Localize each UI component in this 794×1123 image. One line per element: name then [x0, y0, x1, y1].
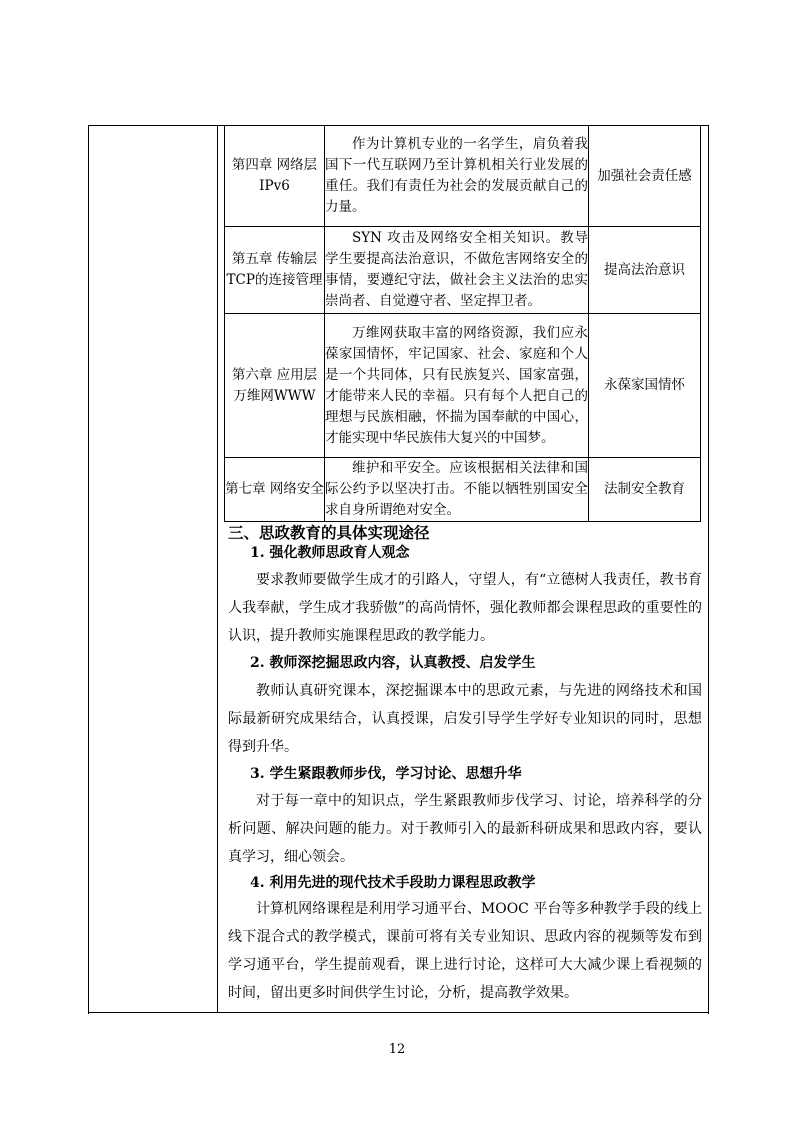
outer-table-bottom-border	[88, 1012, 709, 1013]
table-row	[225, 227, 701, 314]
table-row	[225, 126, 701, 227]
subsection-heading: 4. 利用先进的现代技术手段助力课程思政教学	[250, 875, 536, 891]
content-cell: 万维网获取丰富的网络资源，我们应永葆家国情怀，牢记国家、社会、家庭和个人是一个共同体，只有民族复兴、国家富强，才能带来人民的幸福。只有每个人把自己的理想与民族相融，怀揣为国奉献的中国心，才能实现中华民族伟大复兴的中国梦。	[325, 314, 589, 458]
chapter-cell: 第七章 网络安全	[225, 458, 325, 522]
ideology-mapping-table	[224, 125, 701, 522]
table-row	[225, 458, 701, 522]
subsection-heading: 1. 强化教师思政育人观念	[250, 545, 410, 561]
subsection-paragraph: 要求教师要做学生成才的引路人，守望人，有“立德树人我责任，教书育人我奉献，学生成才我骄傲”的高尚情怀，强化教师都会课程思政的重要性的认识，提升教师实施课程思政的教学能力。	[228, 572, 702, 644]
table-row	[225, 314, 701, 458]
subsection-heading: 3. 学生紧跟教师步伐，学习讨论、思想升华	[250, 766, 522, 782]
chapter-cell: 第六章 应用层 万维网WWW	[225, 314, 325, 458]
chapter-cell: 第五章 传输层 TCP的连接管理	[225, 227, 325, 314]
content-cell: SYN 攻击及网络安全相关知识。教导学生要提高法治意识，不做危害网络安全的事情，要遵纪守法，做社会主义法治的忠实崇尚者、自觉遵守者、坚定捍卫者。	[325, 227, 589, 314]
content-cell: 作为计算机专业的一名学生，肩负着我国下一代互联网乃至计算机相关行业发展的重任。我们有责任为社会的发展贡献自己的力量。	[325, 126, 589, 227]
subsection-paragraph: 对于每一章中的知识点，学生紧跟教师步伐学习、讨论，培养科学的分析问题、解决问题的能力。对于教师引入的最新科研成果和思政内容，要认真学习，细心领会。	[228, 793, 702, 865]
chapter-cell: 第四章 网络层 IPv6	[225, 126, 325, 227]
content-cell: 维护和平安全。应该根据相关法律和国际公约予以坚决打击。不能以牺牲别国安全求自身所谓绝对安全。	[325, 458, 589, 522]
goal-cell: 法制安全教育	[589, 458, 701, 522]
goal-cell: 提高法治意识	[589, 227, 701, 314]
goal-cell: 加强社会责任感	[589, 126, 701, 227]
goal-cell: 永葆家国情怀	[589, 314, 701, 458]
subsection-paragraph: 教师认真研究课本，深挖掘课本中的思政元素，与先进的网络技术和国际最新研究成果结合，认真授课，启发引导学生学好专业知识的同时，思想得到升华。	[228, 683, 702, 755]
subsection-paragraph: 计算机网络课程是利用学习通平台、MOOC 平台等多种教学手段的线上线下混合式的教学模式，课前可将有关专业知识、思政内容的视频等发布到学习通平台，学生提前观看，课上进行讨论，这样可大大减少课上看视频的时间，留出更多时间供学生讨论，分析，提高教学效果。	[228, 901, 702, 1001]
page-number: 12	[388, 1042, 406, 1057]
section-title: 三、思政教育的具体实现途径	[228, 523, 430, 542]
subsection-heading: 2. 教师深挖掘思政内容，认真教授、启发学生	[250, 655, 536, 671]
left-column-divider	[217, 125, 218, 1013]
